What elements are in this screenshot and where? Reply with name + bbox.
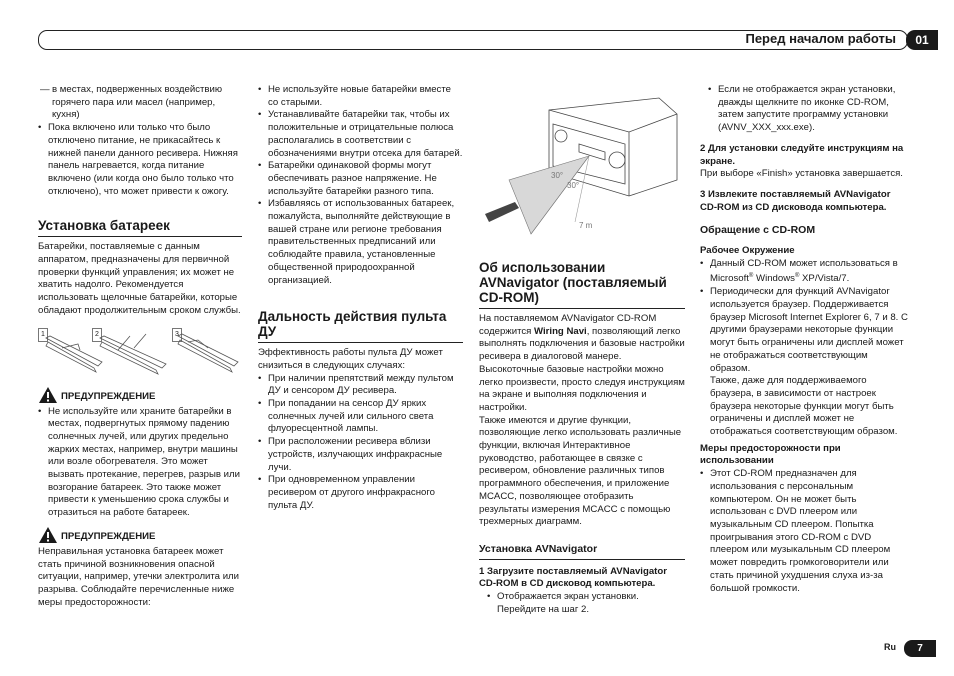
warning-heading-1: ПРЕДУПРЕЖДЕНИЕ [38,386,242,404]
bullet-item: • При попадании на сенсор ДУ ярких солнечных лучей или сильного света флуоресцентной лампы. [258,398,463,436]
bullet-item: • Пока включено или только что было отключено питание, не прикасайтесь к нижней панели данного ресивера. Нижняя панель нагревается, когда питание включено (или когда оно было только что отключено), что может привести к ожогу. [38,122,242,198]
header-title: Перед началом работы [745,31,896,46]
section-heading-range: Дальность действия пульта ДУ [258,309,463,343]
angle-label-lower: 30° [567,181,580,190]
section-heading-avnavigator: Об использовании AVNavigator (поставляемый CD-ROM) [479,260,685,309]
bullet-item: • Отображается экран установки. Перейдите на шаг 2. [487,591,685,616]
column-4 [700,84,908,595]
bullet-item: • Периодически для функций AVNavigator используется браузер. Поддерживается браузер Microsoft Internet Explorer 6, 7 и 8. С другими браузерами некоторые функции могут быть ограничены или дисплей может не отображаться соответствующим образом. [700,286,908,375]
step-1: 1 Загрузите поставляемый AVNavigator CD-ROM в CD дисковод компьютера. [479,565,667,590]
bullet-item: • Батарейки одинаковой формы могут обеспечивать разное напряжение. Не используйте батарейки разного типа. [258,160,463,198]
bullet-item: • Данный CD-ROM может использоваться в Microsoft® Windows® XP/Vista/7. [700,258,908,287]
receiver-remote-drawing [479,84,685,236]
step-3: 3 Извлеките поставляемый AVNavigator CD-ROM из CD дисковода компьютера. [700,188,891,213]
bullet-item: • Не используйте новые батарейки вместе со старыми. [258,84,463,109]
page-number: 7 [904,640,936,657]
illus-label-2: 2 [92,328,102,343]
column-1 [38,84,242,609]
column-2 [258,84,463,512]
step-2: 2 Для установки следуйте инструкциям на экране. [700,142,904,167]
bullet-item: • Устанавливайте батарейки так, чтобы их положительные и отрицательные полюса располагались в соответствии с обозначениями внутри отсека для батарей. [258,109,463,160]
paragraph: Также, даже для поддерживаемого браузера, в зависимости от настроек браузера некоторые функции могут быть ограничены и дисплей может не отображаться соответствующим образом. [710,375,898,438]
env-title: Рабочее Окружение [700,245,795,257]
range-illustration [479,84,685,236]
bullet-item: • Избавляясь от использованных батареек, пожалуйста, выполняйте действующие в вашей стране или регионе требования правительственных предписаний или соблюдайте правила, установленные общественной природоохранной организацией. [258,198,463,287]
warning-icon [38,526,58,544]
chapter-number: 01 [906,30,938,50]
language-code: Ru [884,642,896,652]
subheading-install: Установка AVNavigator [479,543,685,560]
section-cd-rom: Обращение с CD-ROM [700,224,816,237]
section-heading-batteries: Установка батареек [38,218,242,237]
dash-item: — в местах, подверженных воздействию горячего пара или масел (например, кухня) [40,84,223,121]
paragraph: На поставляемом AVNavigator CD-ROM содержится Wiring Navi, позволяющий легко выполнять подключения и базовые настройки ресивера в диалоговой манере. Высокоточные базовые настройки можно легко произвести, просто следуя инструкциям на экране и выполняя подключения и настройки. [479,313,685,413]
paragraph: Батарейки, поставляемые с данным аппаратом, предназначены для первичной проверки функций управления; их может не хватить надолго. Рекомендуется использовать щелочные батарейки, которые обладают продолжительным сроком службы. [38,241,241,316]
column-3 [479,84,685,616]
illus-label-3: 3 [172,328,182,343]
bullet-item: • При одновременном управлении ресивером от другого инфракрасного пульта ДУ. [258,474,463,512]
battery-illustration [38,328,242,380]
paragraph: При выборе «Finish» установка завершается. [700,168,903,180]
precautions-title: Меры предосторожности при использовании [700,442,841,467]
paragraph: Также имеются и другие функции, позволяющие легко использовать различные функции, включая Интерактивное руководство, работающее в связке с ресивером, обновление различных типов программного обеспечения, и приложение MCACC, позволяющее отобразить результаты измерения MCACC с помощью трехмерных диаграмм. [479,414,682,528]
angle-label-upper: 30° [551,171,564,180]
illus-label-1: 1 [38,328,48,343]
paragraph: Эффективность работы пульта ДУ может снизиться в следующих случаях: [258,347,443,371]
warning-bullet: • Не используйте или храните батарейки в местах, подвергнутых прямому падению солнечных лучей, или других предельно жарких местах, например, внутри машины или возле обогревателя. Это может вызвать протекание, перегрев, разрыв или возгорание батареек. Это также может привести к уменьшению срока службы и отразиться на работе батареек. [38,406,242,520]
bullet-item: • При наличии препятствий между пультом ДУ и сенсором ДУ ресивера. [258,373,463,398]
warning-heading-2: ПРЕДУПРЕЖДЕНИЕ [38,526,242,544]
warning-paragraph: Неправильная установка батареек может стать причиной возникновения опасной ситуации, например, утечки электролита или разрыва. Соблюдайте перечисленные ниже меры предосторожности: [38,545,240,608]
bullet-item: • При расположении ресивера вблизи устройств, излучающих инфракрасные лучи. [258,436,463,474]
bullet-item: • Этот CD-ROM предназначен для использования с персональным компьютером. Он не может быть использован с DVD плеером или музыкальным CD плеером. Попытка проигрывания этого CD-ROM с DVD плеером или музыкальным CD плеером может повредить громкоговорители или стать причиной ухудшения слуха из-за большой громкости. [700,468,908,595]
warning-icon [38,386,58,404]
distance-label: 7 m [579,221,593,230]
bullet-item: • Если не отображается экран установки, дважды щелкните по иконке CD-ROM, затем запустите программу установки (AVNV_XXX_xxx.exe). [708,84,908,135]
remote-battery-drawing [38,328,242,380]
